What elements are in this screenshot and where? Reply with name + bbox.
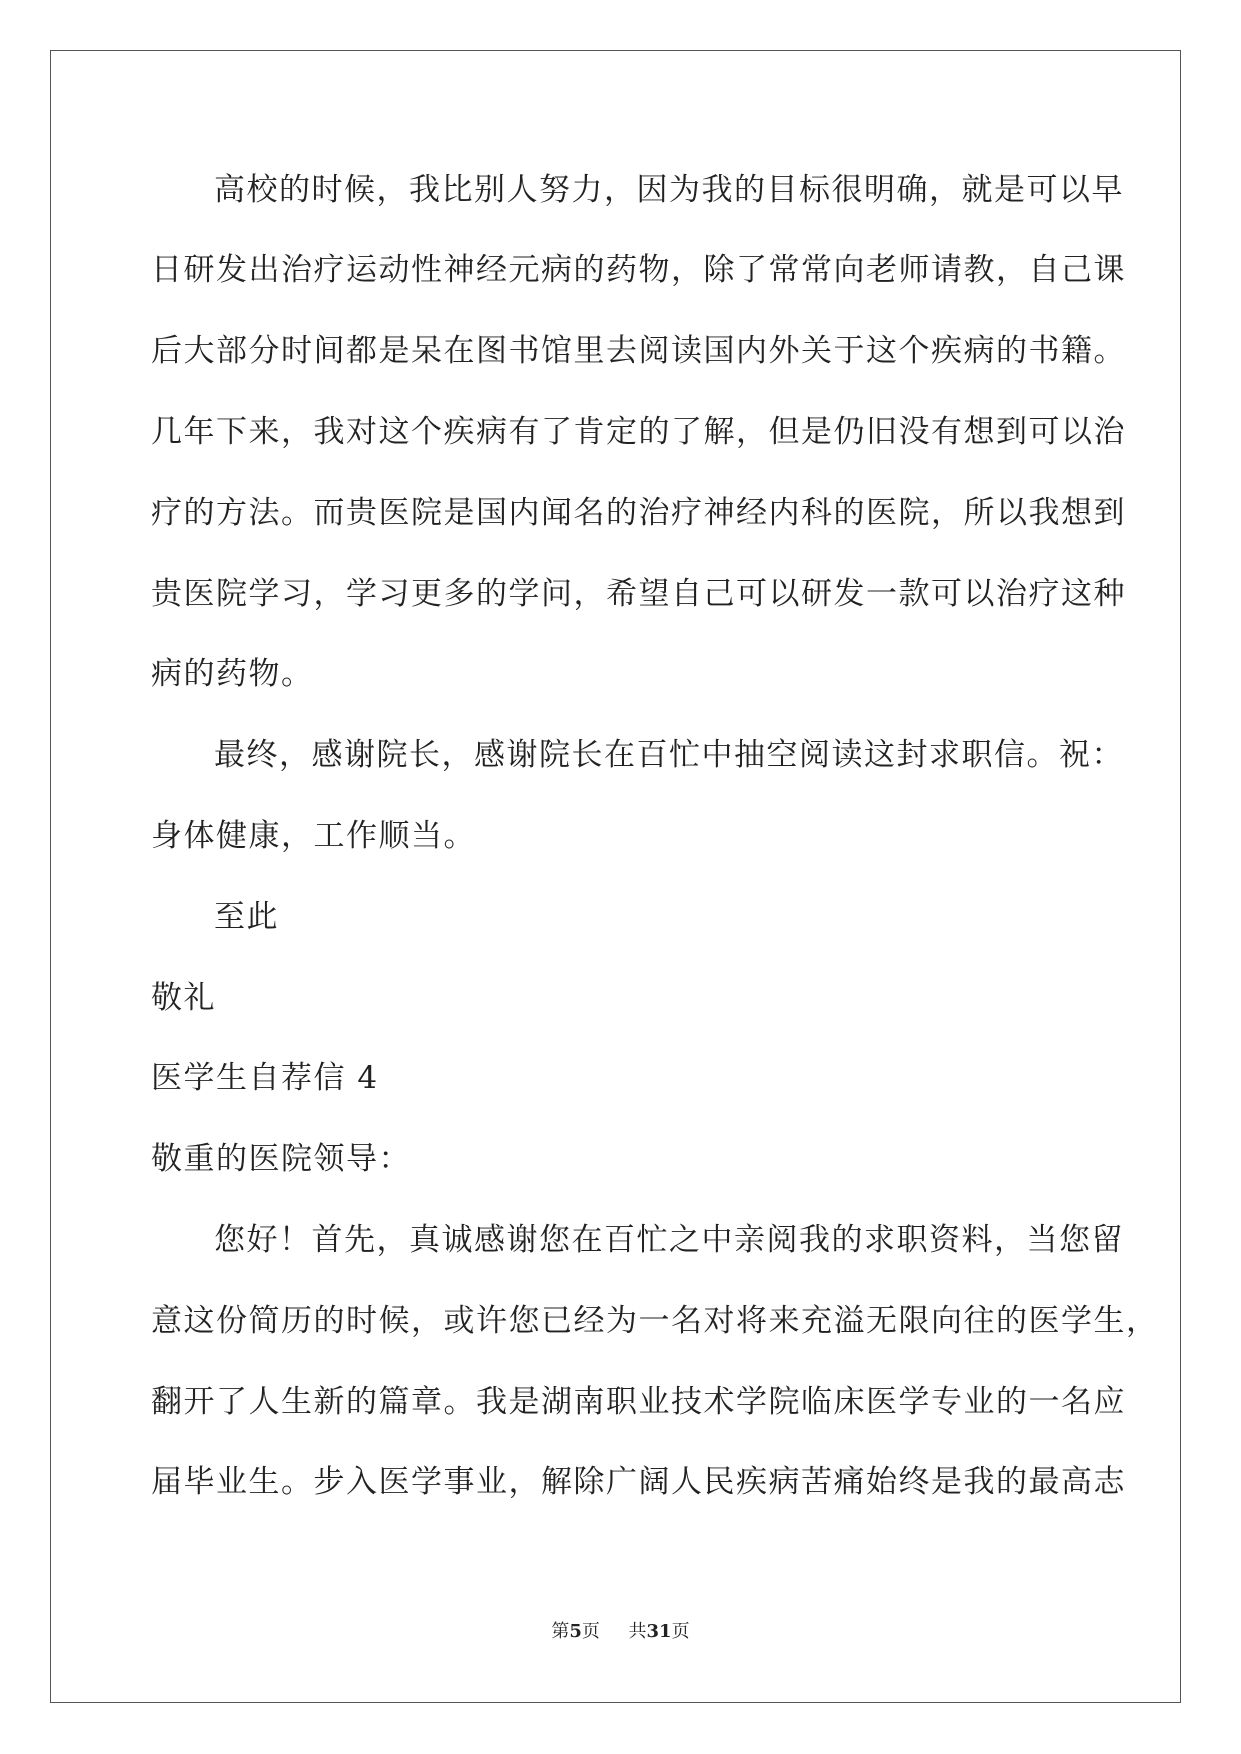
page-suffix: 页 xyxy=(581,1621,600,1642)
body-line: 您好！首先，真诚感谢您在百忙之中亲阅我的求职资料，当您留 xyxy=(214,1222,1124,1258)
body-line: 日研发出治疗运动性神经元病的药物，除了常常向老师请教，自己课 xyxy=(151,252,1126,288)
body-line: 意这份简历的时候，或许您已经为一名对将来充溢无限向往的医学生， xyxy=(151,1303,1159,1339)
salutation-line: 敬礼 xyxy=(151,980,216,1016)
body-line: 身体健康，工作顺当。 xyxy=(151,818,476,854)
body-line: 病的药物。 xyxy=(151,656,314,692)
closing-line: 至此 xyxy=(214,899,279,935)
body-line: 贵医院学习，学习更多的学问，希望自己可以研发一款可以治疗这种 xyxy=(151,576,1126,612)
page-number: 5 xyxy=(569,1621,582,1642)
body-line: 后大部分时间都是呆在图书馆里去阅读国内外关于这个疾病的书籍。 xyxy=(151,333,1126,369)
body-line: 高校的时候，我比别人努力，因为我的目标很明确，就是可以早 xyxy=(214,172,1124,208)
total-pages: 31 xyxy=(646,1621,672,1642)
body-line: 届毕业生。步入医学事业，解除广阔人民疾病苦痛始终是我的最高志 xyxy=(151,1464,1126,1500)
total-suffix: 页 xyxy=(671,1621,690,1642)
total-prefix: 共 xyxy=(628,1621,647,1642)
body-line: 疗的方法。而贵医院是国内闻名的治疗神经内科的医院，所以我想到 xyxy=(151,495,1126,531)
body-line: 最终，感谢院长，感谢院长在百忙中抽空阅读这封求职信。祝： xyxy=(214,737,1124,773)
page-footer xyxy=(0,1617,1241,1643)
body-line: 翻开了人生新的篇章。我是湖南职业技术学院临床医学专业的一名应 xyxy=(151,1384,1126,1420)
section-heading: 医学生自荐信 4 xyxy=(151,1060,379,1096)
body-line: 几年下来，我对这个疾病有了肯定的了解，但是仍旧没有想到可以治 xyxy=(151,414,1126,450)
page-prefix: 第 xyxy=(551,1621,570,1642)
greeting-line: 敬重的医院领导： xyxy=(151,1141,411,1177)
page-frame xyxy=(50,50,1181,1703)
